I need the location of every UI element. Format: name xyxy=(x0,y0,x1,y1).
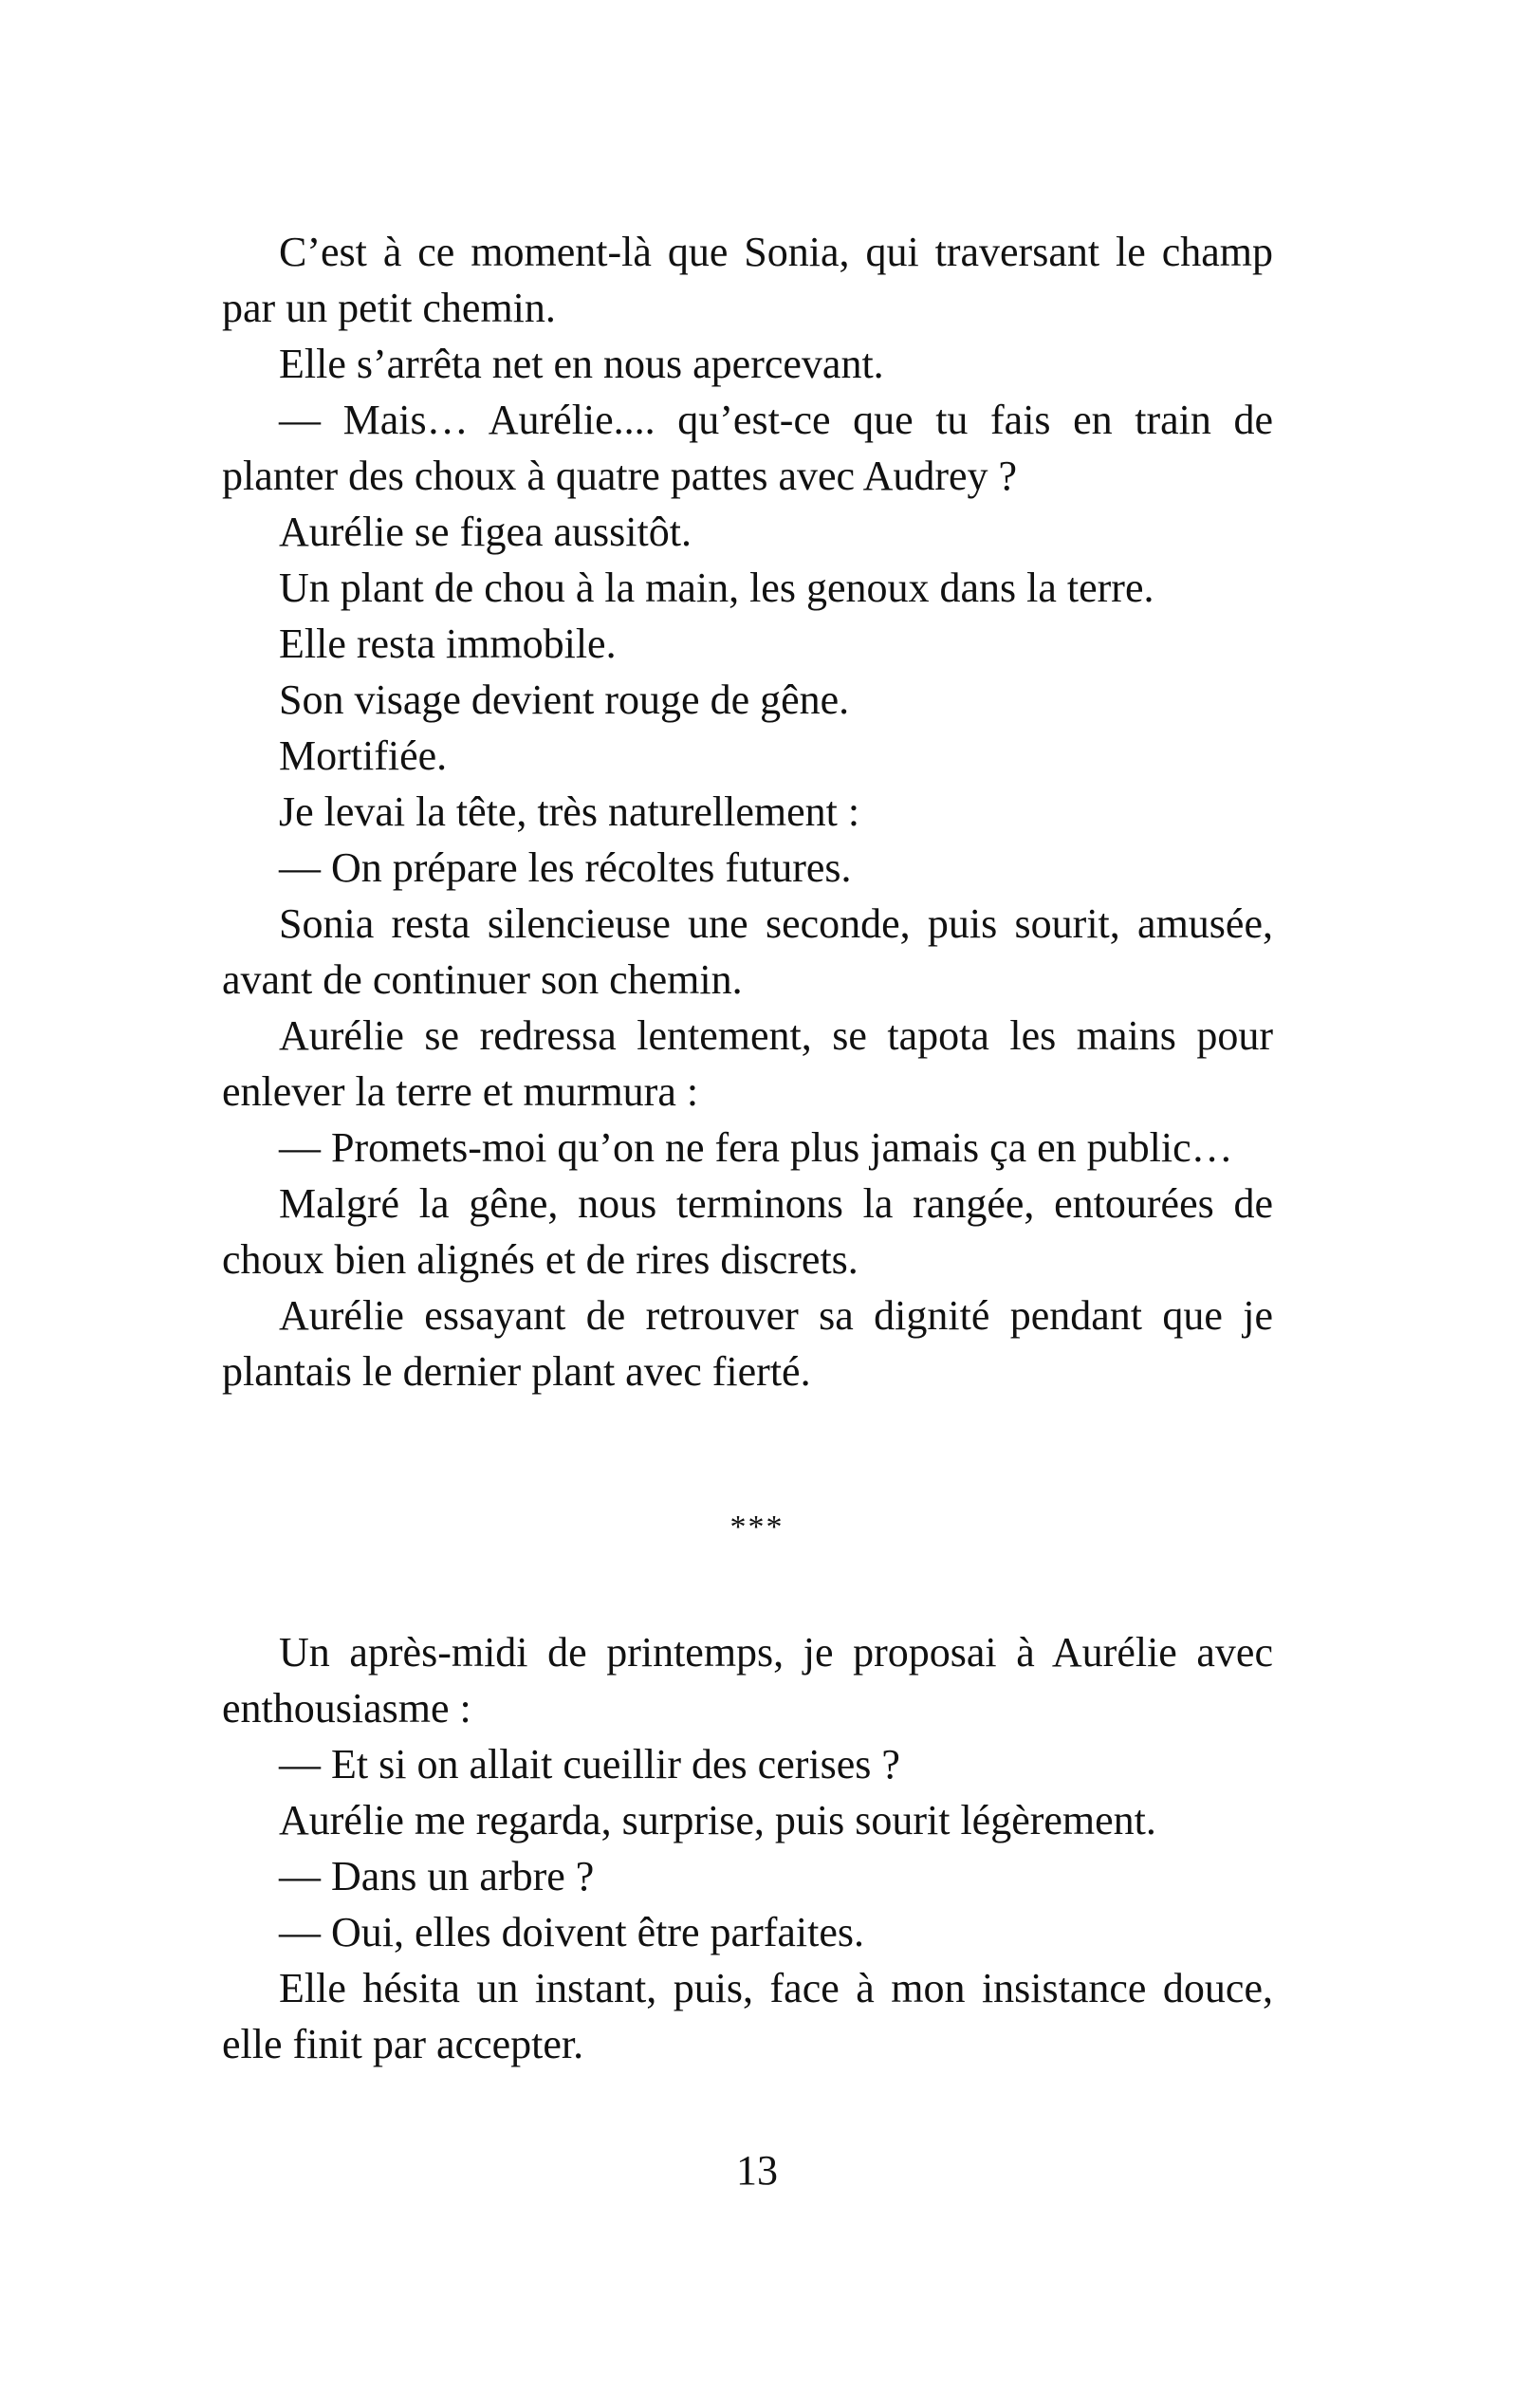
dialogue-line: — Mais… Aurélie.... qu’est-ce que tu fais en train de planter des choux à quatre pattes avec Audrey ? xyxy=(222,397,1273,499)
text-section-1 xyxy=(222,224,1273,1399)
page-number: 13 xyxy=(736,2147,778,2194)
text-section-2 xyxy=(222,1624,1273,2072)
dialogue-line: — Oui, elles doivent être parfaites. xyxy=(279,1909,865,1955)
paragraph: Aurélie se figea aussitôt. xyxy=(279,509,692,555)
paragraph: Son visage devient rouge de gêne. xyxy=(279,676,850,723)
paragraph: Elle hésita un instant, puis, face à mon insistance douce, elle finit par accepter. xyxy=(222,1965,1273,2067)
paragraph: Sonia resta silencieuse une seconde, puis sourit, amusée, avant de continuer son chemin. xyxy=(222,900,1273,1003)
paragraph: Aurélie essayant de retrouver sa dignité pendant que je plantais le dernier plant avec fierté. xyxy=(222,1292,1273,1395)
paragraph: Aurélie se redressa lentement, se tapota les mains pour enlever la terre et murmura : xyxy=(222,1012,1273,1115)
paragraph: Aurélie me regarda, surprise, puis sourit légèrement. xyxy=(279,1797,1156,1843)
dialogue-line: — Dans un arbre ? xyxy=(279,1853,595,1899)
paragraph: Elle resta immobile. xyxy=(279,621,617,667)
dialogue-line: — On prépare les récoltes futures. xyxy=(279,844,852,891)
dialogue-line: — Et si on allait cueillir des cerises ? xyxy=(279,1741,900,1787)
paragraph: Un après-midi de printemps, je proposai à Aurélie avec enthousiasme : xyxy=(222,1629,1273,1732)
paragraph: C’est à ce moment-là que Sonia, qui traversant le champ par un petit chemin. xyxy=(222,229,1273,331)
paragraph: Malgré la gêne, nous terminons la rangée, entourées de choux bien alignés et de rires discrets. xyxy=(222,1180,1273,1283)
scene-separator: *** xyxy=(729,1510,785,1545)
paragraph: Un plant de chou à la main, les genoux dans la terre. xyxy=(279,565,1154,611)
dialogue-line: — Promets-moi qu’on ne fera plus jamais ça en public… xyxy=(279,1124,1233,1171)
paragraph: Je levai la tête, très naturellement : xyxy=(279,788,860,835)
paragraph: Elle s’arrêta net en nous apercevant. xyxy=(279,341,884,387)
paragraph: Mortifiée. xyxy=(279,732,448,779)
